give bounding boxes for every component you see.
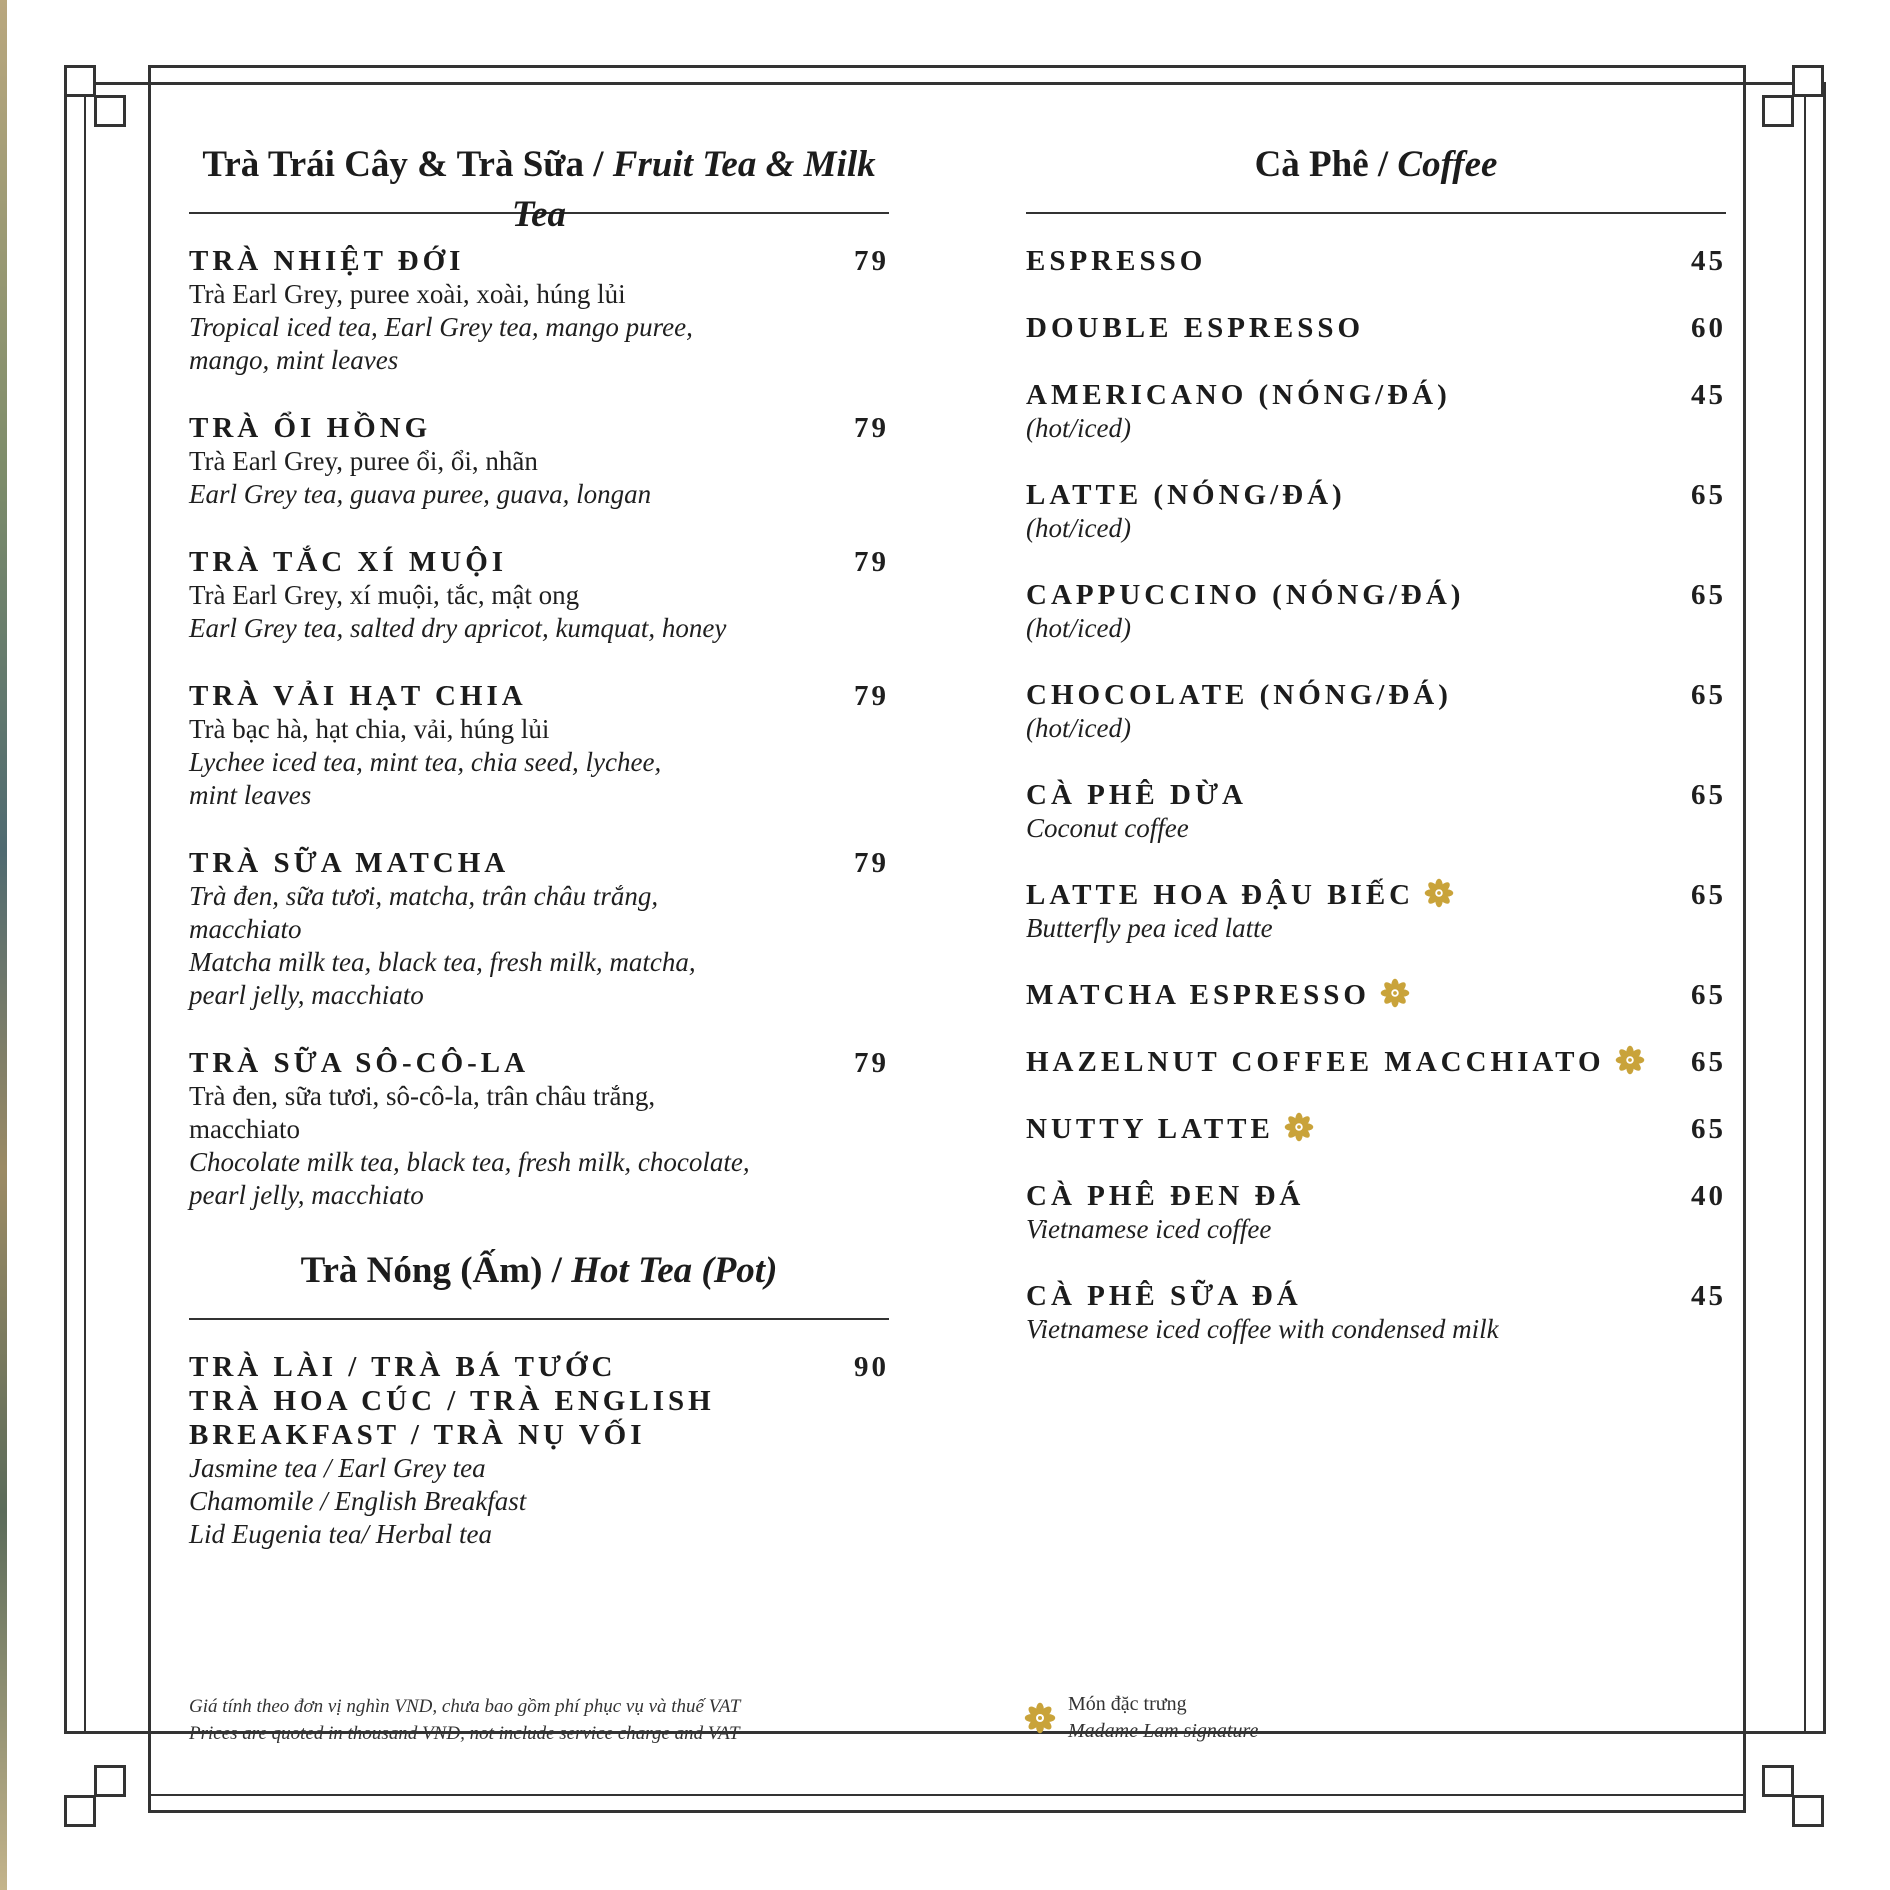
menu-item — [1026, 1045, 1726, 1079]
menu-item-name-text: TRÀ VẢI HẠT CHIA — [189, 680, 527, 712]
menu-item-name-text: ESPRESSO — [1026, 245, 1207, 277]
menu-item-price: 65 — [1691, 1113, 1726, 1145]
menu-item-name — [189, 545, 889, 579]
corner-ornament — [1762, 1765, 1826, 1829]
menu-item-name-text: DOUBLE ESPRESSO — [1026, 312, 1365, 344]
menu-item-description-en: Vietnamese iced coffee with condensed milk — [1026, 1314, 1499, 1344]
menu-item-price: 65 — [1691, 679, 1726, 711]
menu-item — [1026, 1179, 1726, 1246]
menu-item-price: 79 — [854, 680, 889, 712]
menu-item-price: 65 — [1691, 579, 1726, 611]
menu-item-description-en: Butterfly pea iced latte — [1026, 913, 1273, 943]
menu-item — [1026, 978, 1726, 1012]
menu-item-description-en: Earl Grey tea, guava puree, guava, longan — [189, 479, 652, 509]
menu-item — [1026, 1112, 1726, 1146]
menu-item-price: 79 — [854, 1047, 889, 1079]
signature-flower-icon — [1380, 978, 1410, 1008]
menu-item — [189, 1350, 889, 1551]
menu-item-description-en: (hot/iced) — [1026, 613, 1131, 643]
menu-item-name — [189, 411, 889, 445]
menu-item-description-en: (hot/iced) — [1026, 713, 1131, 743]
menu-item-description-en: Chocolate milk tea, black tea, fresh milk, chocolate, pearl jelly, macchiato — [189, 1147, 750, 1210]
menu-item — [1026, 878, 1726, 945]
menu-item-name — [1026, 244, 1726, 278]
section-title-coffee: Cà Phê / Coffee — [1254, 144, 1498, 185]
menu-item-name-text: TRÀ NHIỆT ĐỚI — [189, 245, 465, 277]
corner-ornament — [64, 65, 128, 129]
menu-item-description-en: Jasmine tea / Earl Grey tea Chamomile / English Breakfast Lid Eugenia tea/ Herbal tea — [189, 1453, 527, 1549]
menu-item — [1026, 378, 1726, 445]
menu-item — [189, 1046, 889, 1212]
left-column — [189, 140, 889, 1585]
menu-item-name — [1026, 1112, 1726, 1146]
menu-item-name — [1026, 311, 1726, 345]
menu-item-price: 45 — [1691, 379, 1726, 411]
menu-item-description-en: Trà đen, sữa tươi, matcha, trân châu trắng, macchiato Matcha milk tea, black tea, fresh milk, matcha, pearl jelly, macchiato — [189, 881, 696, 1010]
menu-item-name — [189, 244, 889, 278]
menu-item-name — [1026, 978, 1726, 1012]
menu-item-name — [1026, 578, 1726, 612]
corner-ornament — [1762, 65, 1826, 129]
menu-item — [1026, 1279, 1726, 1346]
menu-item-description: Trà đen, sữa tươi, sô-cô-la, trân châu trắng, macchiato — [189, 1081, 656, 1144]
menu-item-price: 90 — [854, 1351, 889, 1383]
section-title-vi: Trà Trái Cây & Trà Sữa — [202, 144, 584, 185]
menu-item-name — [1026, 678, 1726, 712]
menu-item-description: Trà Earl Grey, puree xoài, xoài, húng lủi — [189, 279, 626, 309]
menu-item-name — [1026, 878, 1726, 912]
menu-item — [1026, 778, 1726, 845]
menu-item-name — [1026, 778, 1726, 812]
menu-item-name — [1026, 1179, 1726, 1213]
menu-item — [189, 244, 889, 377]
menu-item-price: 45 — [1691, 245, 1726, 277]
menu-item — [1026, 678, 1726, 745]
menu-item-name — [1026, 478, 1726, 512]
hot-tea-list — [189, 1350, 889, 1551]
menu-item-name-text: CHOCOLATE (NÓNG/ĐÁ) — [1026, 679, 1452, 711]
fruit-tea-list — [189, 244, 889, 1212]
menu-item-name-text: CÀ PHÊ ĐEN ĐÁ — [1026, 1180, 1305, 1212]
menu-item-name — [189, 1046, 889, 1080]
menu-item-name-text: TRÀ TẮC XÍ MUỘI — [189, 546, 508, 578]
menu-item-price: 45 — [1691, 1280, 1726, 1312]
menu-item — [1026, 311, 1726, 345]
menu-item-name-text: MATCHA ESPRESSO — [1026, 979, 1370, 1011]
menu-item-name-text: CÀ PHÊ SỮA ĐÁ — [1026, 1280, 1302, 1312]
menu-item — [1026, 478, 1726, 545]
signature-flower-icon — [1615, 1045, 1645, 1075]
price-note-vi: Giá tính theo đơn vị nghìn VND, chưa bao gồm phí phục vụ và thuế VAT — [189, 1696, 741, 1717]
price-note-en: Prices are quoted in thousand VND, not include service charge and VAT — [189, 1723, 740, 1744]
section-divider — [1026, 212, 1726, 214]
section-title-fruit-tea: Trà Trái Cây & Trà Sữa / Fruit Tea & Milk Tea — [202, 144, 876, 235]
section-title-en: Coffee — [1397, 144, 1498, 185]
menu-item-name-text: CAPPUCCINO (NÓNG/ĐÁ) — [1026, 579, 1465, 611]
menu-item-name — [1026, 1279, 1726, 1313]
menu-item-name-text: LATTE HOA ĐẬU BIẾC — [1026, 879, 1415, 911]
menu-item — [189, 846, 889, 1012]
menu-item-name — [189, 1350, 889, 1452]
menu-item-description-en: Earl Grey tea, salted dry apricot, kumquat, honey — [189, 613, 727, 643]
signature-flower-icon — [1424, 878, 1454, 908]
signature-legend-en: Madame Lam signature — [1068, 1720, 1259, 1742]
menu-item-description-en: Vietnamese iced coffee — [1026, 1214, 1272, 1244]
coffee-list — [1026, 244, 1726, 1346]
menu-item — [189, 545, 889, 645]
menu-item-name-text: AMERICANO (NÓNG/ĐÁ) — [1026, 379, 1451, 411]
menu-item-description-en: Lychee iced tea, mint tea, chia seed, lychee, mint leaves — [189, 747, 662, 810]
background-photo-edge — [0, 0, 7, 1890]
menu-item-description: Trà Earl Grey, puree ổi, ổi, nhãn — [189, 446, 538, 476]
menu-item-name-text: TRÀ LÀI / TRÀ BÁ TƯỚC TRÀ HOA CÚC / TRÀ ENGLISH BREAKFAST / TRÀ NỤ VỐI — [189, 1351, 715, 1451]
menu-item-name — [1026, 378, 1726, 412]
menu-item-name-text: HAZELNUT COFFEE MACCHIATO — [1026, 1046, 1605, 1078]
corner-ornament — [64, 1765, 128, 1829]
section-divider — [189, 1318, 889, 1320]
menu-item-name — [1026, 1045, 1726, 1079]
section-title-vi: Cà Phê — [1254, 144, 1369, 185]
menu-item-price: 65 — [1691, 779, 1726, 811]
menu-item-name-text: NUTTY LATTE — [1026, 1113, 1274, 1145]
menu-item-name-text: CÀ PHÊ DỪA — [1026, 779, 1247, 811]
menu-item-name — [189, 679, 889, 713]
menu-item — [1026, 578, 1726, 645]
menu-item-description: Trà bạc hà, hạt chia, vải, húng lủi — [189, 714, 550, 744]
section-title-en: Hot Tea (Pot) — [571, 1250, 778, 1291]
signature-flower-icon — [1284, 1112, 1314, 1142]
signature-legend-vi: Món đặc trưng — [1068, 1693, 1187, 1715]
menu-item-price: 79 — [854, 412, 889, 444]
menu-item-price: 65 — [1691, 479, 1726, 511]
menu-item — [1026, 244, 1726, 278]
menu-item-description-en: (hot/iced) — [1026, 413, 1131, 443]
menu-item-price: 79 — [854, 245, 889, 277]
menu-item-price: 60 — [1691, 312, 1726, 344]
menu-item-description: Trà Earl Grey, xí muội, tắc, mật ong — [189, 580, 580, 610]
menu-item-price: 40 — [1691, 1180, 1726, 1212]
menu-item — [189, 411, 889, 511]
section-title-en: Fruit Tea & Milk Tea — [511, 144, 876, 235]
signature-legend — [1024, 1691, 1258, 1745]
menu-item-price: 79 — [854, 546, 889, 578]
price-note — [189, 1693, 740, 1747]
menu-item-name-text: TRÀ SỮA MATCHA — [189, 847, 510, 879]
menu-item-description-en: Tropical iced tea, Earl Grey tea, mango puree, mango, mint leaves — [189, 312, 693, 375]
menu-item-price: 65 — [1691, 979, 1726, 1011]
menu-item — [189, 679, 889, 812]
menu-item-description-en: (hot/iced) — [1026, 513, 1131, 543]
menu-item-name-text: LATTE (NÓNG/ĐÁ) — [1026, 479, 1346, 511]
menu-item-price: 79 — [854, 847, 889, 879]
section-title-hot-tea: Trà Nóng (Ấm) / Hot Tea (Pot) — [300, 1250, 778, 1291]
section-title-vi: Trà Nóng (Ấm) — [300, 1250, 543, 1291]
menu-item-description-en: Coconut coffee — [1026, 813, 1189, 843]
right-column — [1026, 140, 1726, 1379]
menu-item-price: 65 — [1691, 1046, 1726, 1078]
menu-item-name — [189, 846, 889, 880]
menu-item-price: 65 — [1691, 879, 1726, 911]
menu-item-name-text: TRÀ SỮA SÔ-CÔ-LA — [189, 1047, 530, 1079]
flower-icon — [1024, 1702, 1056, 1734]
menu-item-name-text: TRÀ ỔI HỒNG — [189, 412, 432, 444]
